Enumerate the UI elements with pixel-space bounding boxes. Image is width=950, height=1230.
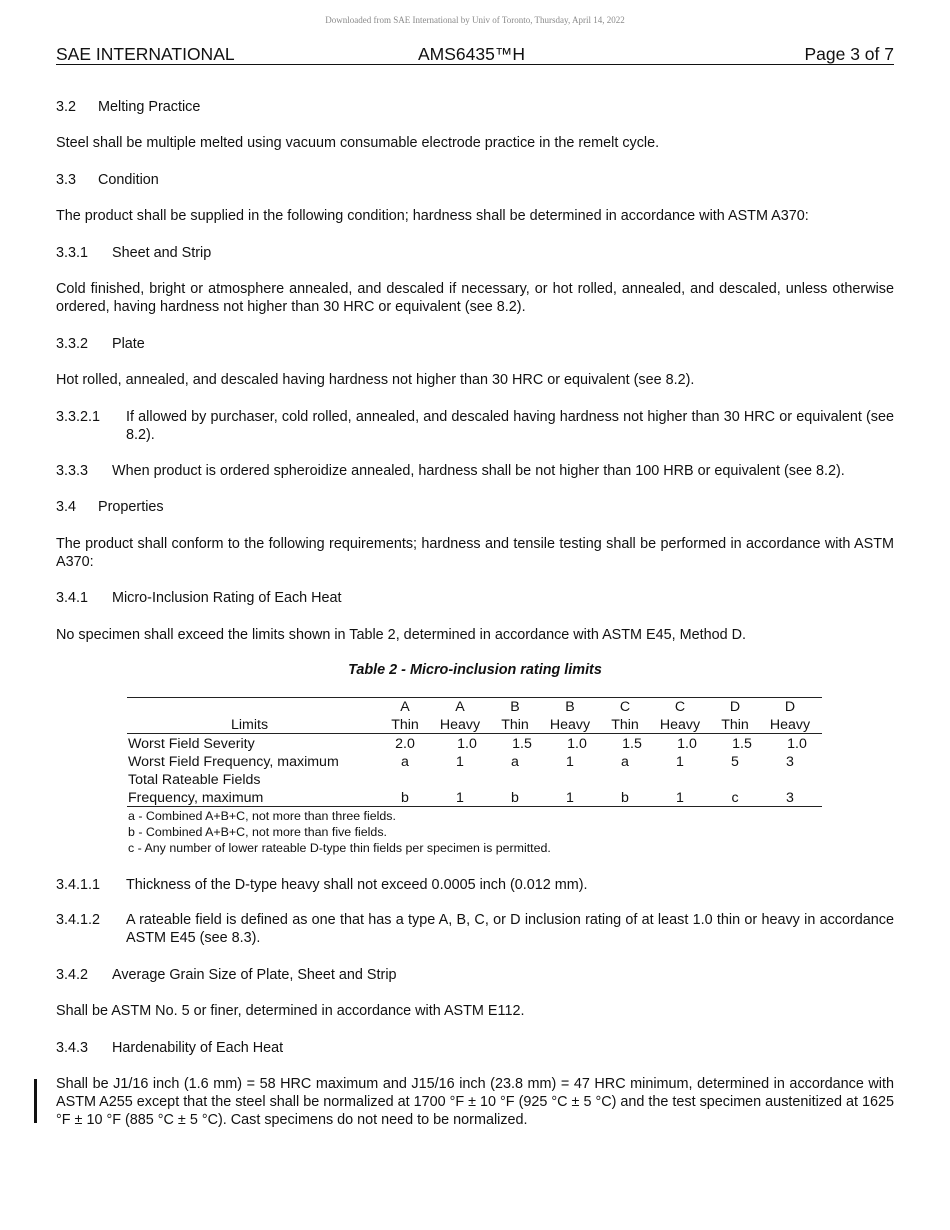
table-cell: b <box>621 790 629 806</box>
table-cell: c <box>731 790 739 806</box>
col-header-weight: Heavy <box>549 717 591 733</box>
download-watermark: Downloaded from SAE International by Univ of Toronto, Thursday, April 14, 2022 <box>325 15 625 25</box>
section-text-3-4-1-2: A rateable field is defined as one that has a type A, B, C, or D inclusion rating of at least 1.0 thin or heavy in accordance ASTM E45 (see 8.3). <box>126 912 894 946</box>
header-page-number: Page 3 of 7 <box>804 44 894 64</box>
col-header-weight: Thin <box>721 717 749 733</box>
table-cell: 1.5 <box>622 736 642 752</box>
table-cell: 1 <box>456 754 464 770</box>
section-heading-3-3-1: 3.3.1 Sheet and Strip <box>56 245 212 261</box>
table-cell: 1.0 <box>677 736 697 752</box>
table-limits-header: Limits <box>231 717 269 733</box>
section-text-3-3-1: Cold finished, bright or atmosphere annealed, and descaled if necessary, or hot rolled, annealed, and descaled, unless otherwise ordered, having hardness not higher than 30 HRC or equivalent (see 8.2). <box>56 281 894 315</box>
col-header-weight: Heavy <box>439 717 481 733</box>
table-cell: 1 <box>676 790 684 806</box>
col-header-type: D <box>729 699 741 715</box>
table-cell: 1.0 <box>787 736 807 752</box>
table-cell: b <box>401 790 409 806</box>
table-cell: 1 <box>456 790 464 806</box>
section-heading-3-3-2: 3.3.2 Plate <box>56 336 145 352</box>
section-heading-3-2: 3.2 Melting Practice <box>56 99 201 115</box>
header-document-number: AMS6435™H <box>418 44 525 64</box>
section-text-3-2: Steel shall be multiple melted using vacuum consumable electrode practice in the remelt cycle. <box>56 135 660 151</box>
table-cell: 1.5 <box>732 736 752 752</box>
page-header <box>56 44 894 65</box>
table-row-label: Worst Field Severity <box>128 736 255 752</box>
section-3-4-1-2: 3.4.1.2 A rateable field is defined as one that has a type A, B, C, or D inclusion rating of at least 1.0 thin or heavy in accordance ASTM E45 (see 8.3). <box>56 912 894 946</box>
table-cell: 2.0 <box>395 736 415 752</box>
col-header-type: C <box>674 699 686 715</box>
col-header-type: C <box>619 699 631 715</box>
table-cell: a <box>401 754 409 770</box>
section-text-3-4-1-1: Thickness of the D-type heavy shall not exceed 0.0005 inch (0.012 mm). <box>126 877 588 893</box>
table-footnote-b: b - Combined A+B+C, not more than five fields. <box>128 825 387 839</box>
section-heading-3-4-2: 3.4.2 Average Grain Size of Plate, Sheet and Strip <box>56 967 397 983</box>
col-header-weight: Thin <box>391 717 419 733</box>
table-footnote-c: c - Any number of lower rateable D-type thin fields per specimen is permitted. <box>128 841 551 855</box>
col-header-type: B <box>510 699 520 715</box>
section-3-3-3: 3.3.3 When product is ordered spheroidize annealed, hardness shall be not higher than 100 HRB or equivalent (see 8.2). <box>56 463 845 479</box>
table-cell: b <box>511 790 519 806</box>
table-cell: 1 <box>566 790 574 806</box>
section-3-3-2-1: 3.3.2.1 If allowed by purchaser, cold rolled, annealed, and descaled having hardness not higher than 30 HRC or equivalent (see 8.2). <box>56 409 894 443</box>
col-header-weight: Heavy <box>769 717 811 733</box>
table-footnote-a: a - Combined A+B+C, not more than three fields. <box>128 809 396 823</box>
table-cell: 5 <box>731 754 739 770</box>
header-organization: SAE INTERNATIONAL <box>56 44 235 64</box>
section-heading-3-3: 3.3 Condition <box>56 172 159 188</box>
table-row-label-continued: Frequency, maximum <box>128 790 264 806</box>
section-heading-3-4-3: 3.4.3 Hardenability of Each Heat <box>56 1040 284 1056</box>
section-heading-3-4-1: 3.4.1 Micro-Inclusion Rating of Each Heat <box>56 590 342 606</box>
section-text-3-4-1: No specimen shall exceed the limits shown in Table 2, determined in accordance with ASTM E45, Method D. <box>56 627 747 643</box>
table-cell: 1.0 <box>457 736 477 752</box>
table-title: Table 2 - Micro-inclusion rating limits <box>348 662 602 678</box>
col-header-type: B <box>565 699 575 715</box>
table-row-label: Worst Field Frequency, maximum <box>128 754 339 770</box>
table-cell: 1 <box>566 754 574 770</box>
table-cell: a <box>511 754 519 770</box>
table-cell: 3 <box>786 754 794 770</box>
col-header-weight: Thin <box>501 717 529 733</box>
section-text-3-3-2-1: If allowed by purchaser, cold rolled, annealed, and descaled having hardness not higher than 30 HRC or equivalent (see 8.2). <box>126 409 894 443</box>
section-heading-3-4: 3.4 Properties <box>56 499 164 515</box>
section-text-3-4-3: Shall be J1/16 inch (1.6 mm) = 58 HRC maximum and J15/16 inch (23.8 mm) = 47 HRC minimum, determined in accordance with ASTM A255 except that the steel shall be normalized at 1700 °F ± 10 °F (925 °C ± 5 °C) and the test specimen austenitized at 1625 °F ± 10 °F (885 °C ± 5 °C). Cast specimens do not need to be normalized. <box>56 1076 894 1128</box>
table-cell: 1.0 <box>567 736 587 752</box>
table-cell: 3 <box>786 790 794 806</box>
table-cell: a <box>621 754 629 770</box>
section-3-4-1-1: 3.4.1.1 Thickness of the D-type heavy shall not exceed 0.0005 inch (0.012 mm). <box>56 876 894 894</box>
section-text-3-4-2: Shall be ASTM No. 5 or finer, determined in accordance with ASTM E112. <box>56 1003 525 1019</box>
col-header-weight: Heavy <box>659 717 701 733</box>
revision-change-bar <box>34 1079 37 1123</box>
col-header-type: D <box>784 699 796 715</box>
table-row-label: Total Rateable Fields <box>128 772 261 788</box>
table-cell: 1.5 <box>512 736 532 752</box>
section-text-3-3-2: Hot rolled, annealed, and descaled having hardness not higher than 30 HRC or equivalent (see 8.2). <box>56 372 695 388</box>
col-header-type: A <box>455 699 465 715</box>
table-cell: 1 <box>676 754 684 770</box>
col-header-type: A <box>400 699 410 715</box>
col-header-weight: Thin <box>611 717 639 733</box>
section-text-3-3: The product shall be supplied in the following condition; hardness shall be determined in accordance with ASTM A370: <box>56 208 809 224</box>
section-text-3-4: The product shall conform to the following requirements; hardness and tensile testing shall be performed in accordance with ASTM A370: <box>56 536 894 570</box>
